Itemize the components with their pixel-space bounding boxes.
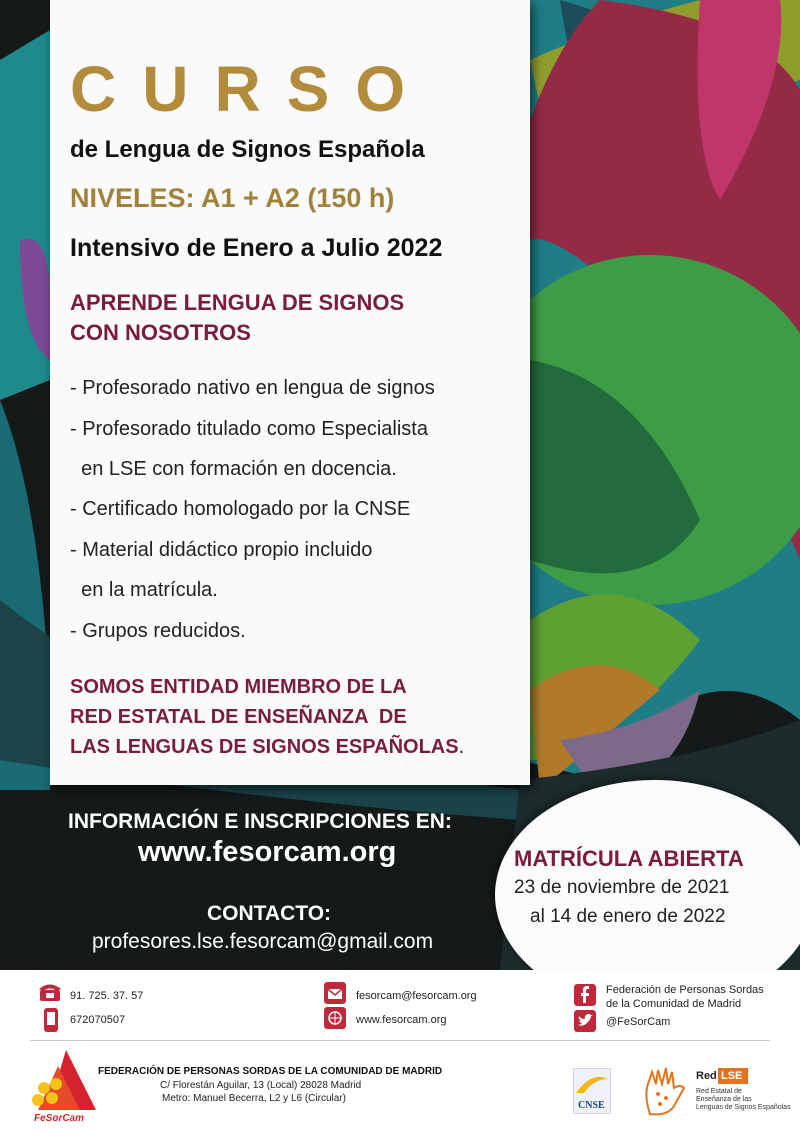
cnse-logo-text: CNSE — [578, 1100, 605, 1111]
footer-divider — [30, 1040, 770, 1041]
footer-phone: 91. 725. 37. 57 — [70, 990, 144, 1002]
membership-line — [70, 736, 464, 759]
contact-title: CONTACTO: — [207, 902, 332, 925]
enrollment-date-start: 23 de noviembre de 2021 — [514, 877, 730, 898]
facebook-name-line-1: Federación de Personas Sordas — [606, 984, 764, 996]
enrollment-date-end: al 14 de enero de 2022 — [530, 906, 726, 927]
course-card — [50, 0, 530, 785]
footer-email[interactable]: fesorcam@fesorcam.org — [356, 990, 477, 1002]
feature-item: - Material didáctico propio incluido — [70, 539, 373, 561]
website-link[interactable]: www.fesorcam.org — [138, 836, 397, 868]
tagline-line-2: CON NOSOTROS — [70, 320, 251, 345]
telephone-icon — [38, 982, 62, 1002]
red-lse-logo-red: Red — [696, 1070, 717, 1082]
feature-item: - Profesorado nativo en lengua de signos — [70, 377, 435, 399]
red-lse-subtitle: Red Estatal de — [696, 1088, 742, 1095]
tagline-line-1: APRENDE LENGUA DE SIGNOS — [70, 290, 405, 315]
course-schedule: Intensivo de Enero a Julio 2022 — [70, 234, 443, 262]
footer-web[interactable]: www.fesorcam.org — [356, 1014, 447, 1026]
globe-icon — [324, 1007, 346, 1029]
info-title: INFORMACIÓN E INSCRIPCIONES EN: — [68, 810, 452, 833]
membership-line-text: LAS LENGUAS DE SIGNOS ESPAÑOLAS — [70, 736, 459, 758]
enrollment-title: MATRÍCULA ABIERTA — [514, 846, 744, 871]
organization-name: FEDERACIÓN DE PERSONAS SORDAS DE LA COMUNIDAD DE MADRID — [98, 1066, 443, 1077]
fesorcam-logo-text: FeSorCam — [34, 1113, 85, 1124]
feature-item: - Grupos reducidos. — [70, 620, 246, 642]
feature-item: en LSE con formación en docencia. — [70, 458, 397, 480]
footer-mobile: 672070507 — [70, 1014, 126, 1026]
facebook-icon — [574, 984, 596, 1006]
footer — [0, 970, 800, 1132]
membership-line: RED ESTATAL DE ENSEÑANZA DE — [70, 706, 407, 728]
organization-address: C/ Florestán Aguilar, 13 (Local) 28028 Madrid — [160, 1080, 362, 1091]
red-lse-logo-lse: LSE — [721, 1070, 743, 1082]
twitter-icon — [574, 1010, 596, 1032]
membership-period: . — [458, 736, 465, 758]
mobile-phone-icon — [42, 1007, 60, 1033]
email-icon — [324, 982, 346, 1004]
facebook-name-line-2: de la Comunidad de Madrid — [606, 998, 742, 1010]
membership-line: SOMOS ENTIDAD MIEMBRO DE LA — [70, 676, 407, 698]
hand-network-icon — [640, 1066, 688, 1116]
contact-email-link[interactable]: profesores.lse.fesorcam@gmail.com — [92, 930, 434, 953]
course-levels: NIVELES: A1 + A2 (150 h) — [70, 183, 395, 213]
fesorcam-logo — [28, 1048, 98, 1124]
red-lse-subtitle: Enseñanza de las — [696, 1096, 752, 1103]
cnse-emblem-icon — [574, 1069, 610, 1095]
red-lse-subtitle: Lenguas de Signos Españolas — [696, 1104, 791, 1111]
course-title: CURSO — [70, 53, 432, 125]
feature-item: en la matrícula. — [70, 579, 218, 601]
organization-metro: Metro: Manuel Becerra, L2 y L6 (Circular) — [162, 1093, 346, 1104]
footer-twitter[interactable]: @FeSorCam — [606, 1016, 671, 1028]
course-subtitle: de Lengua de Signos Española — [70, 136, 425, 163]
feature-item: - Certificado homologado por la CNSE — [70, 498, 411, 520]
feature-item: - Profesorado titulado como Especialista — [70, 418, 428, 440]
